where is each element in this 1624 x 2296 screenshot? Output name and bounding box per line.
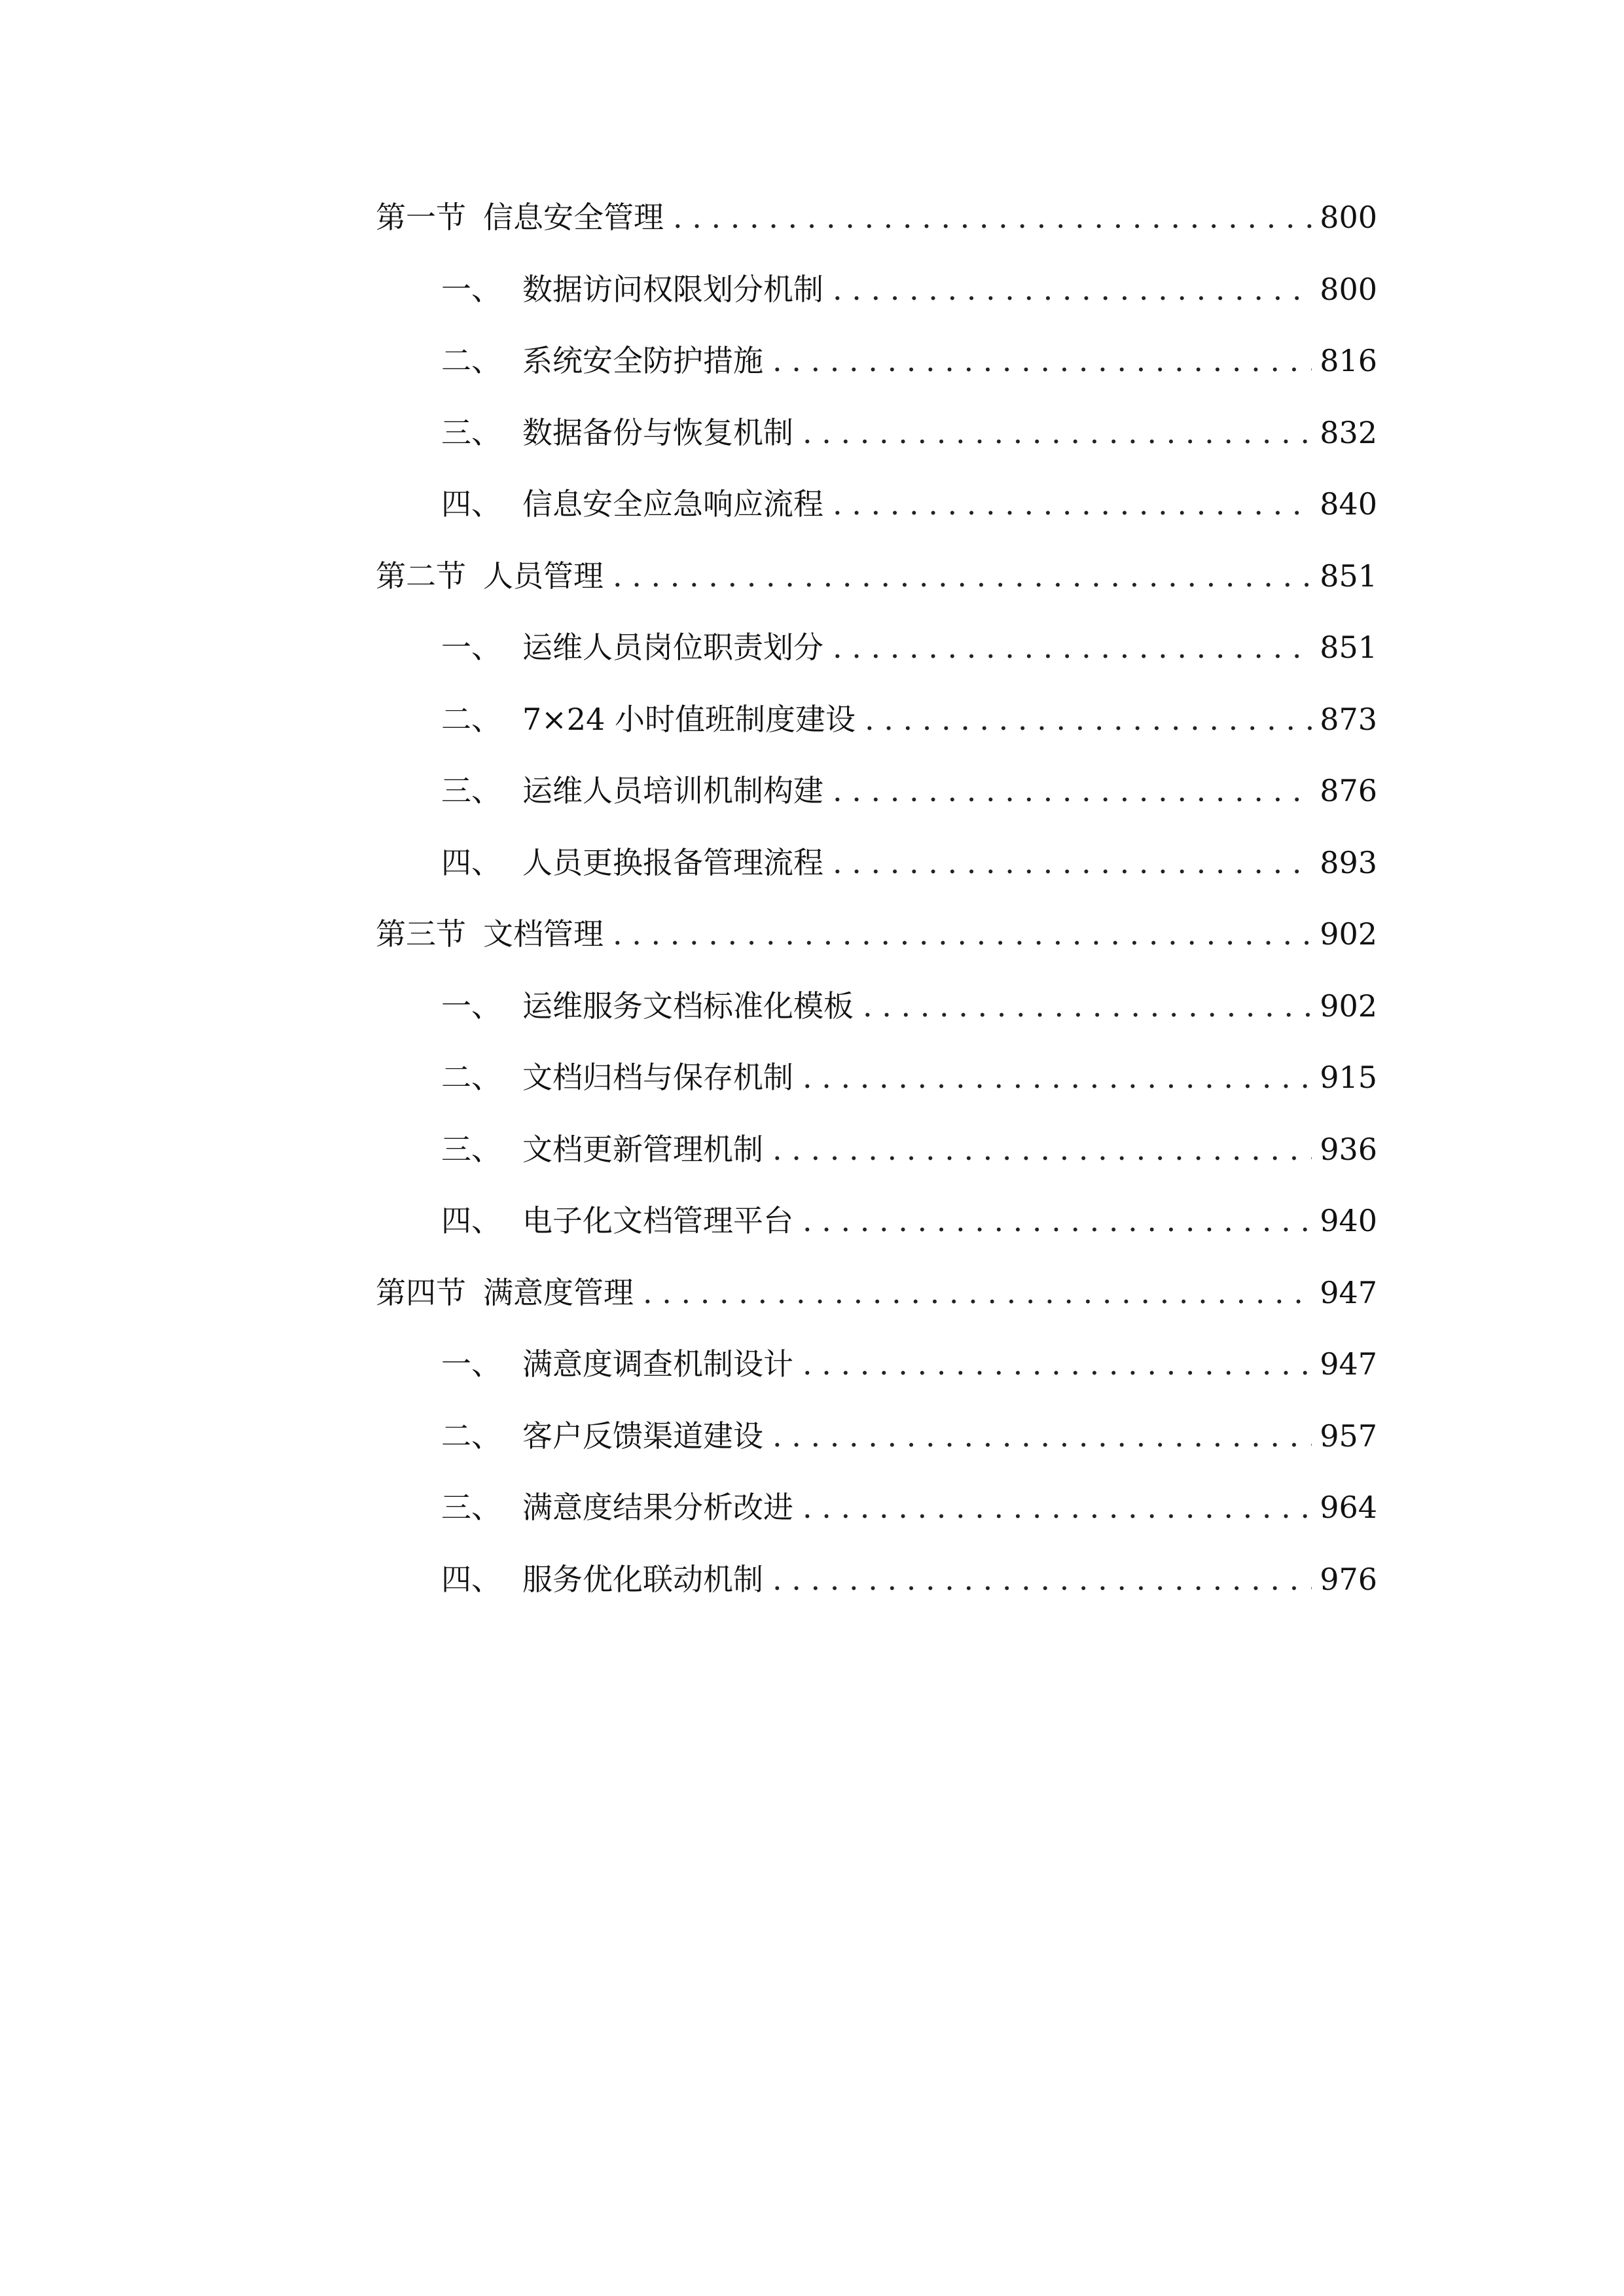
toc-dot-leader (833, 827, 1312, 899)
toc-entry-title: 文档更新管理机制 (522, 1131, 763, 1167)
toc-entry-title: 人员更换报备管理流程 (522, 844, 823, 880)
toc-page-number: 876 (1320, 773, 1377, 808)
toc-dot-leader (863, 971, 1312, 1043)
toc-entry-title: 运维服务文档标准化模板 (522, 988, 854, 1024)
toc-entry-title: 信息安全管理 (483, 200, 664, 235)
toc-entry-title: 满意度管理 (483, 1274, 634, 1310)
toc-entry-title: 系统安全防护措施 (522, 343, 763, 378)
toc-entry-title: 文档管理 (483, 916, 604, 952)
toc-entry-title: 数据备份与恢复机制 (522, 414, 793, 450)
toc-entry-title: 文档归档与保存机制 (522, 1060, 793, 1095)
toc-entry-number: 二、 (441, 1418, 501, 1454)
toc-subsection-entry[interactable] (376, 1114, 1377, 1186)
toc-subsection-entry[interactable] (376, 397, 1377, 469)
toc-subsection-entry[interactable] (376, 684, 1377, 756)
toc-entry-number: 四、 (441, 1203, 501, 1238)
toc-entry-label (441, 1114, 763, 1186)
toc-entry-title: 数据访问权限划分机制 (522, 271, 823, 307)
toc-subsection-entry[interactable] (376, 1042, 1377, 1114)
toc-dot-leader (833, 612, 1312, 684)
toc-dot-leader (865, 684, 1312, 756)
toc-section-entry[interactable] (376, 182, 1377, 254)
toc-entry-title: 运维人员培训机制构建 (522, 773, 823, 808)
toc-entry-label (441, 469, 823, 541)
toc-dot-leader (803, 397, 1312, 469)
toc-dot-leader (803, 1042, 1312, 1114)
toc-dot-leader (643, 1257, 1312, 1329)
toc-entry-label (441, 1042, 793, 1114)
toc-dot-leader (803, 1472, 1312, 1544)
toc-dot-leader (833, 254, 1312, 326)
toc-entry-number: 第一节 (376, 200, 466, 235)
toc-entry-label (441, 1329, 793, 1401)
toc-entry-label (441, 1185, 793, 1257)
toc-entry-label (441, 1401, 763, 1473)
toc-page-number: 976 (1320, 1561, 1377, 1597)
toc-entry-title: 电子化文档管理平台 (522, 1203, 793, 1238)
toc-entry-number: 第四节 (376, 1274, 466, 1310)
toc-subsection-entry[interactable] (376, 325, 1377, 397)
toc-page-number: 947 (1320, 1346, 1377, 1382)
toc-section-entry[interactable] (376, 899, 1377, 971)
toc-page-number: 816 (1320, 343, 1377, 378)
toc-entry-title: 信息安全应急响应流程 (522, 486, 823, 522)
toc-entry-number: 一、 (441, 988, 501, 1024)
toc-entry-number: 三、 (441, 1490, 501, 1525)
toc-page-number: 902 (1320, 916, 1377, 952)
toc-entry-number: 四、 (441, 486, 501, 522)
toc-page-number: 915 (1320, 1060, 1377, 1095)
toc-dot-leader (772, 325, 1312, 397)
toc-entry-number: 第三节 (376, 916, 466, 952)
toc-entry-label (441, 755, 823, 827)
toc-entry-label (441, 612, 823, 684)
toc-entry-title: 7×24 小时值班制度建设 (522, 701, 856, 737)
toc-dot-leader (772, 1544, 1312, 1616)
toc-page-number: 957 (1320, 1418, 1377, 1454)
toc-entry-label (376, 899, 604, 971)
toc-entry-label (376, 541, 604, 613)
toc-subsection-entry[interactable] (376, 1401, 1377, 1473)
toc-dot-leader (772, 1401, 1312, 1473)
toc-entry-number: 二、 (441, 1060, 501, 1095)
toc-entry-title: 客户反馈渠道建设 (522, 1418, 763, 1454)
toc-entry-title: 满意度调查机制设计 (522, 1346, 793, 1382)
toc-entry-label (441, 1472, 793, 1544)
toc-entry-title: 人员管理 (483, 558, 604, 594)
toc-subsection-entry[interactable] (376, 469, 1377, 541)
toc-section-entry[interactable] (376, 1257, 1377, 1329)
toc-subsection-entry[interactable] (376, 1185, 1377, 1257)
toc-page-number: 902 (1320, 988, 1377, 1024)
toc-subsection-entry[interactable] (376, 1472, 1377, 1544)
toc-subsection-entry[interactable] (376, 827, 1377, 899)
toc-dot-leader (803, 1329, 1312, 1401)
toc-page-number: 851 (1320, 630, 1377, 665)
toc-entry-number: 三、 (441, 414, 501, 450)
toc-entry-label (441, 827, 823, 899)
toc-dot-leader (833, 469, 1312, 541)
toc-entry-label (441, 684, 856, 756)
toc-entry-number: 二、 (441, 701, 501, 737)
toc-entry-title: 服务优化联动机制 (522, 1561, 763, 1597)
toc-entry-title: 运维人员岗位职责划分 (522, 630, 823, 665)
toc-dot-leader (833, 755, 1312, 827)
toc-page-number: 840 (1320, 486, 1377, 522)
toc-entry-label (441, 254, 823, 326)
toc-entry-number: 二、 (441, 343, 501, 378)
toc-dot-leader (613, 899, 1312, 971)
toc-dot-leader (673, 182, 1312, 254)
toc-subsection-entry[interactable] (376, 755, 1377, 827)
toc-entry-label (441, 325, 763, 397)
toc-entry-number: 一、 (441, 1346, 501, 1382)
toc-entry-title: 满意度结果分析改进 (522, 1490, 793, 1525)
toc-entry-label (376, 182, 664, 254)
toc-entry-label (441, 971, 854, 1043)
toc-page-number: 873 (1320, 701, 1377, 737)
toc-entry-label (441, 397, 793, 469)
toc-page-number: 800 (1320, 200, 1377, 235)
toc-page-number: 940 (1320, 1203, 1377, 1238)
toc-page-number: 851 (1320, 558, 1377, 594)
toc-page-number: 964 (1320, 1490, 1377, 1525)
toc-entry-number: 三、 (441, 1131, 501, 1167)
toc-entry-number: 第二节 (376, 558, 466, 594)
toc-subsection-entry[interactable] (376, 612, 1377, 684)
toc-entry-number: 一、 (441, 271, 501, 307)
toc-page-number: 893 (1320, 844, 1377, 880)
toc-entry-number: 三、 (441, 773, 501, 808)
table-of-contents (376, 182, 1377, 1615)
toc-subsection-entry[interactable] (376, 1544, 1377, 1616)
toc-subsection-entry[interactable] (376, 254, 1377, 326)
toc-dot-leader (803, 1185, 1312, 1257)
toc-page-number: 832 (1320, 414, 1377, 450)
toc-page-number: 800 (1320, 271, 1377, 307)
toc-dot-leader (772, 1114, 1312, 1186)
toc-subsection-entry[interactable] (376, 971, 1377, 1043)
toc-page-number: 947 (1320, 1274, 1377, 1310)
toc-entry-label (441, 1544, 763, 1616)
toc-subsection-entry[interactable] (376, 1329, 1377, 1401)
toc-dot-leader (613, 541, 1312, 613)
toc-section-entry[interactable] (376, 541, 1377, 613)
toc-entry-label (376, 1257, 634, 1329)
toc-page-number: 936 (1320, 1131, 1377, 1167)
toc-entry-number: 四、 (441, 1561, 501, 1597)
toc-entry-number: 四、 (441, 844, 501, 880)
toc-entry-number: 一、 (441, 630, 501, 665)
